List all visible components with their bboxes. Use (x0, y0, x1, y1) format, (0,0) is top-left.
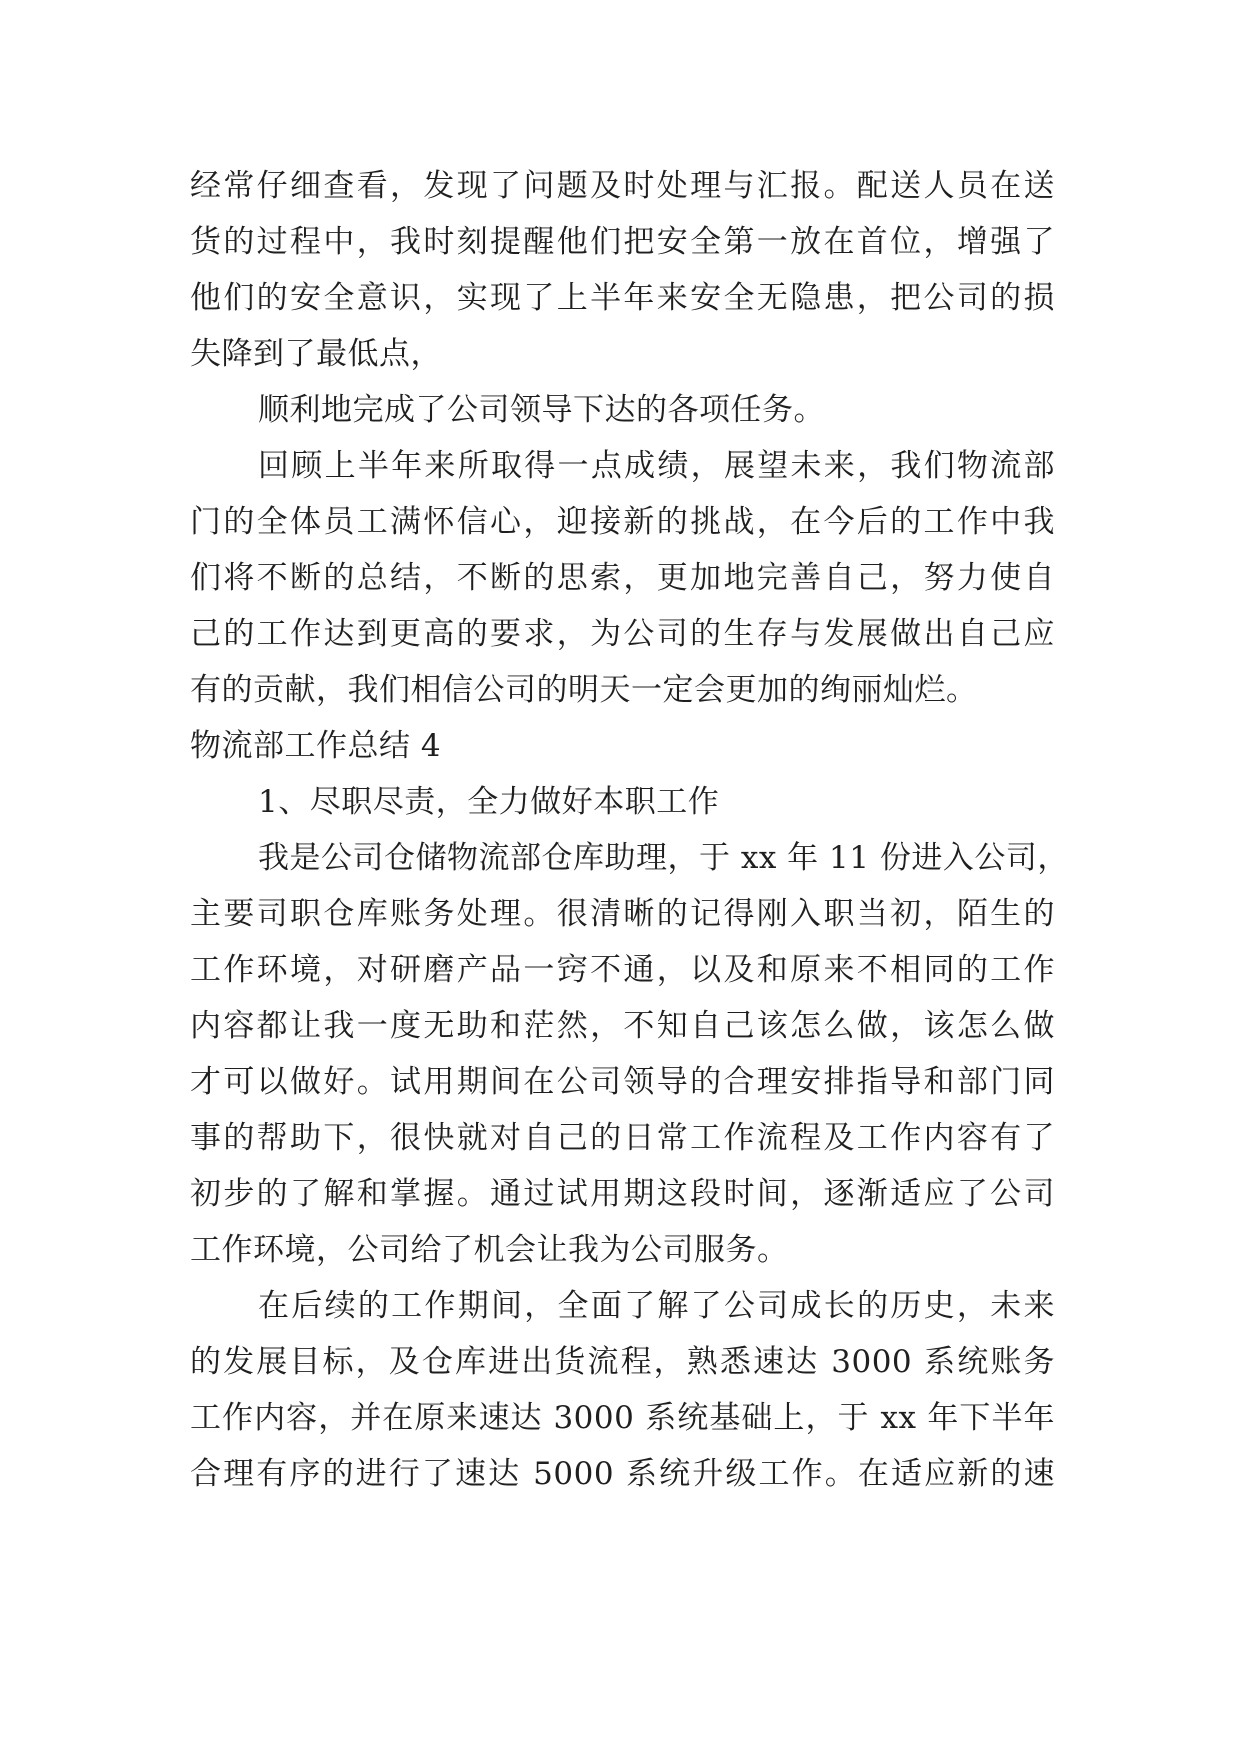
text-line: 己的工作达到更高的要求，为公司的生存与发展做出自己应 (190, 616, 1055, 652)
text-line: 主要司职仓库账务处理。很清晰的记得刚入职当初，陌生的 (190, 896, 1055, 932)
text-line: 在后续的工作期间，全面了解了公司成长的历史，未来 (258, 1288, 1055, 1324)
text-line: 我是公司仓储物流部仓库助理，于 xx 年 11 份进入公司， (258, 840, 1069, 876)
text-line: 他们的安全意识，实现了上半年来安全无隐患，把公司的损 (190, 280, 1055, 316)
text-line: 失降到了最低点， (190, 336, 442, 372)
text-line: 回顾上半年来所取得一点成绩，展望未来，我们物流部 (258, 448, 1055, 484)
text-line: 合理有序的进行了速达 5000 系统升级工作。在适应新的速 (190, 1456, 1055, 1492)
text-line: 货的过程中，我时刻提醒他们把安全第一放在首位，增强了 (190, 224, 1055, 260)
text-line: 经常仔细查看，发现了问题及时处理与汇报。配送人员在送 (190, 168, 1055, 204)
text-line: 工作内容，并在原来速达 3000 系统基础上，于 xx 年下半年 (190, 1400, 1055, 1436)
text-line: 工作环境，公司给了机会让我为公司服务。 (190, 1232, 789, 1268)
text-line: 工作环境，对研磨产品一窍不通，以及和原来不相同的工作 (190, 952, 1055, 988)
text-line: 们将不断的总结，不断的思索，更加地完善自己，努力使自 (190, 560, 1055, 596)
text-line: 有的贡献，我们相信公司的明天一定会更加的绚丽灿烂。 (190, 672, 978, 708)
text-line: 的发展目标，及仓库进出货流程，熟悉速达 3000 系统账务 (190, 1344, 1055, 1380)
document-body (190, 158, 1069, 1502)
text-line: 事的帮助下，很快就对自己的日常工作流程及工作内容有了 (190, 1120, 1055, 1156)
text-line: 1、尽职尽责，全力做好本职工作 (258, 784, 720, 820)
text-line: 初步的了解和掌握。通过试用期这段时间，逐渐适应了公司 (190, 1176, 1055, 1212)
text-line: 顺利地完成了公司领导下达的各项任务。 (258, 392, 825, 428)
text-line: 物流部工作总结 4 (190, 728, 442, 764)
text-line: 才可以做好。试用期间在公司领导的合理安排指导和部门同 (190, 1064, 1055, 1100)
text-line: 门的全体员工满怀信心，迎接新的挑战，在今后的工作中我 (190, 504, 1055, 540)
text-line: 内容都让我一度无助和茫然，不知自己该怎么做，该怎么做 (190, 1008, 1055, 1044)
